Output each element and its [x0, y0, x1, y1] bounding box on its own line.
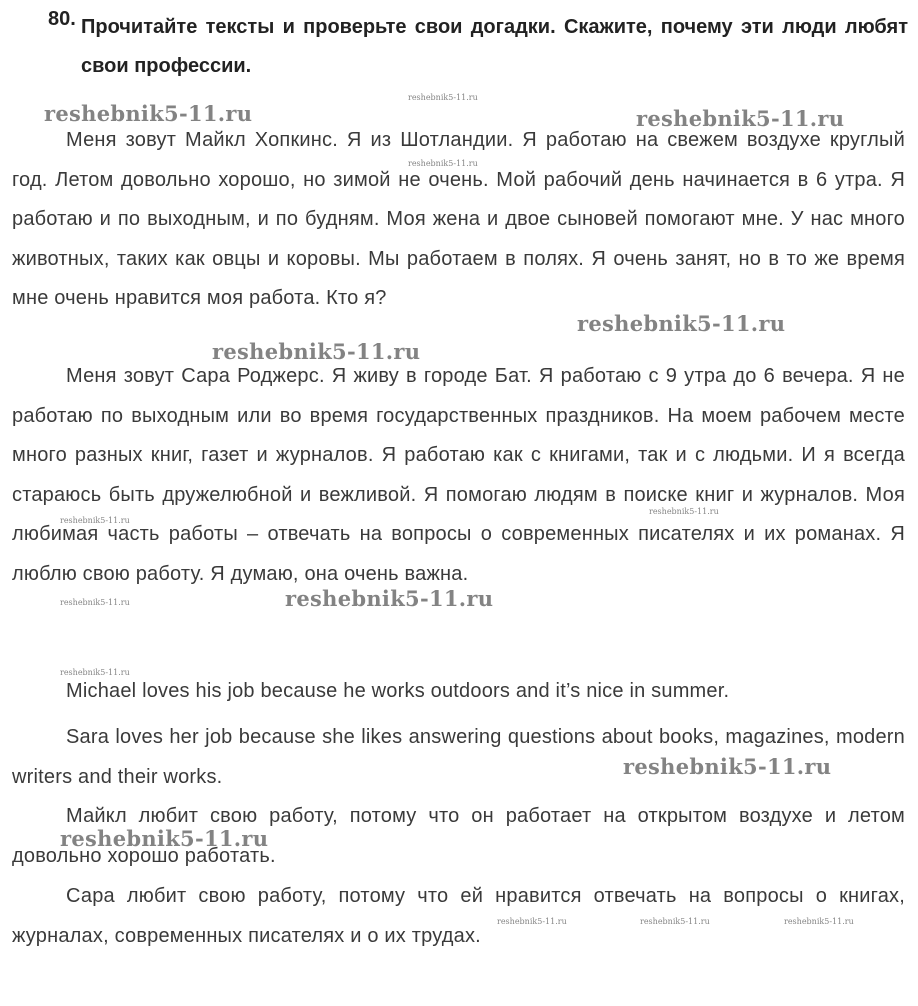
watermark-small: reshebnik5-11.ru [60, 516, 130, 525]
answer-paragraph-sara-en: Sara loves her job because she likes answering questions about books, magazines, modern writers and their works. [12, 726, 905, 788]
watermark: reshebnik5-11.ru [60, 826, 269, 851]
task-number: 80. [48, 8, 76, 30]
watermark-small: reshebnik5-11.ru [60, 598, 130, 607]
watermark-small: reshebnik5-11.ru [497, 917, 567, 926]
watermark: reshebnik5-11.ru [623, 754, 832, 779]
watermark-small: reshebnik5-11.ru [784, 917, 854, 926]
watermark: reshebnik5-11.ru [44, 101, 253, 126]
text-paragraph-michael: Меня зовут Майкл Хопкинс. Я из Шотландии. Я работаю на свежем воздухе круглый год. Летом довольно хорошо, но зимой не очень. Мой рабочий день начинается в 6 утра. Я работаю и по выходным, и по будням. Моя жена и двое сыновей помогают мне. У нас много животных, таких как овцы и коровы. Мы работаем в полях. Я очень занят, но в то же время мне очень нравится моя работа. Кто я? [12, 129, 905, 309]
watermark: reshebnik5-11.ru [285, 586, 494, 611]
watermark-small: reshebnik5-11.ru [640, 917, 710, 926]
watermark-small: reshebnik5-11.ru [408, 93, 478, 102]
watermark-small: reshebnik5-11.ru [60, 668, 130, 677]
watermark: reshebnik5-11.ru [212, 339, 421, 364]
text-paragraph-sara: Меня зовут Сара Роджерс. Я живу в городе Бат. Я работаю с 9 утра до 6 вечера. Я не работаю по выходным или во время государственных праздников. На моем рабочем месте много разных книг, газет и журналов. Я работаю как с книгами, так и с людьми. И я всегда стараюсь быть дружелюбной и вежливой. Я помогаю людям в поиске книг и журналов. Моя любимая часть работы – отвечать на вопросы о современных писателях и их романах. Я люблю свою работу. Я думаю, она очень важна. [12, 365, 905, 585]
watermark: reshebnik5-11.ru [577, 311, 786, 336]
answer-paragraph-michael-en: Michael loves his job because he works outdoors and it’s nice in summer. [66, 680, 730, 702]
task-header [48, 8, 908, 86]
watermark: reshebnik5-11.ru [636, 106, 845, 131]
task-instruction: Прочитайте тексты и проверьте свои догадки. Скажите, почему эти люди любят свои профессии. [81, 16, 908, 77]
watermark-small: reshebnik5-11.ru [408, 159, 478, 168]
answer-paragraph-michael-ru: Майкл любит свою работу, потому что он работает на открытом воздухе и летом довольно хорошо работать. [12, 805, 905, 867]
watermark-small: reshebnik5-11.ru [649, 507, 719, 516]
answer-paragraph-sara-ru: Сара любит свою работу, потому что ей нравится отвечать на вопросы о книгах, журналах, современных писателях и о их трудах. [12, 885, 905, 947]
